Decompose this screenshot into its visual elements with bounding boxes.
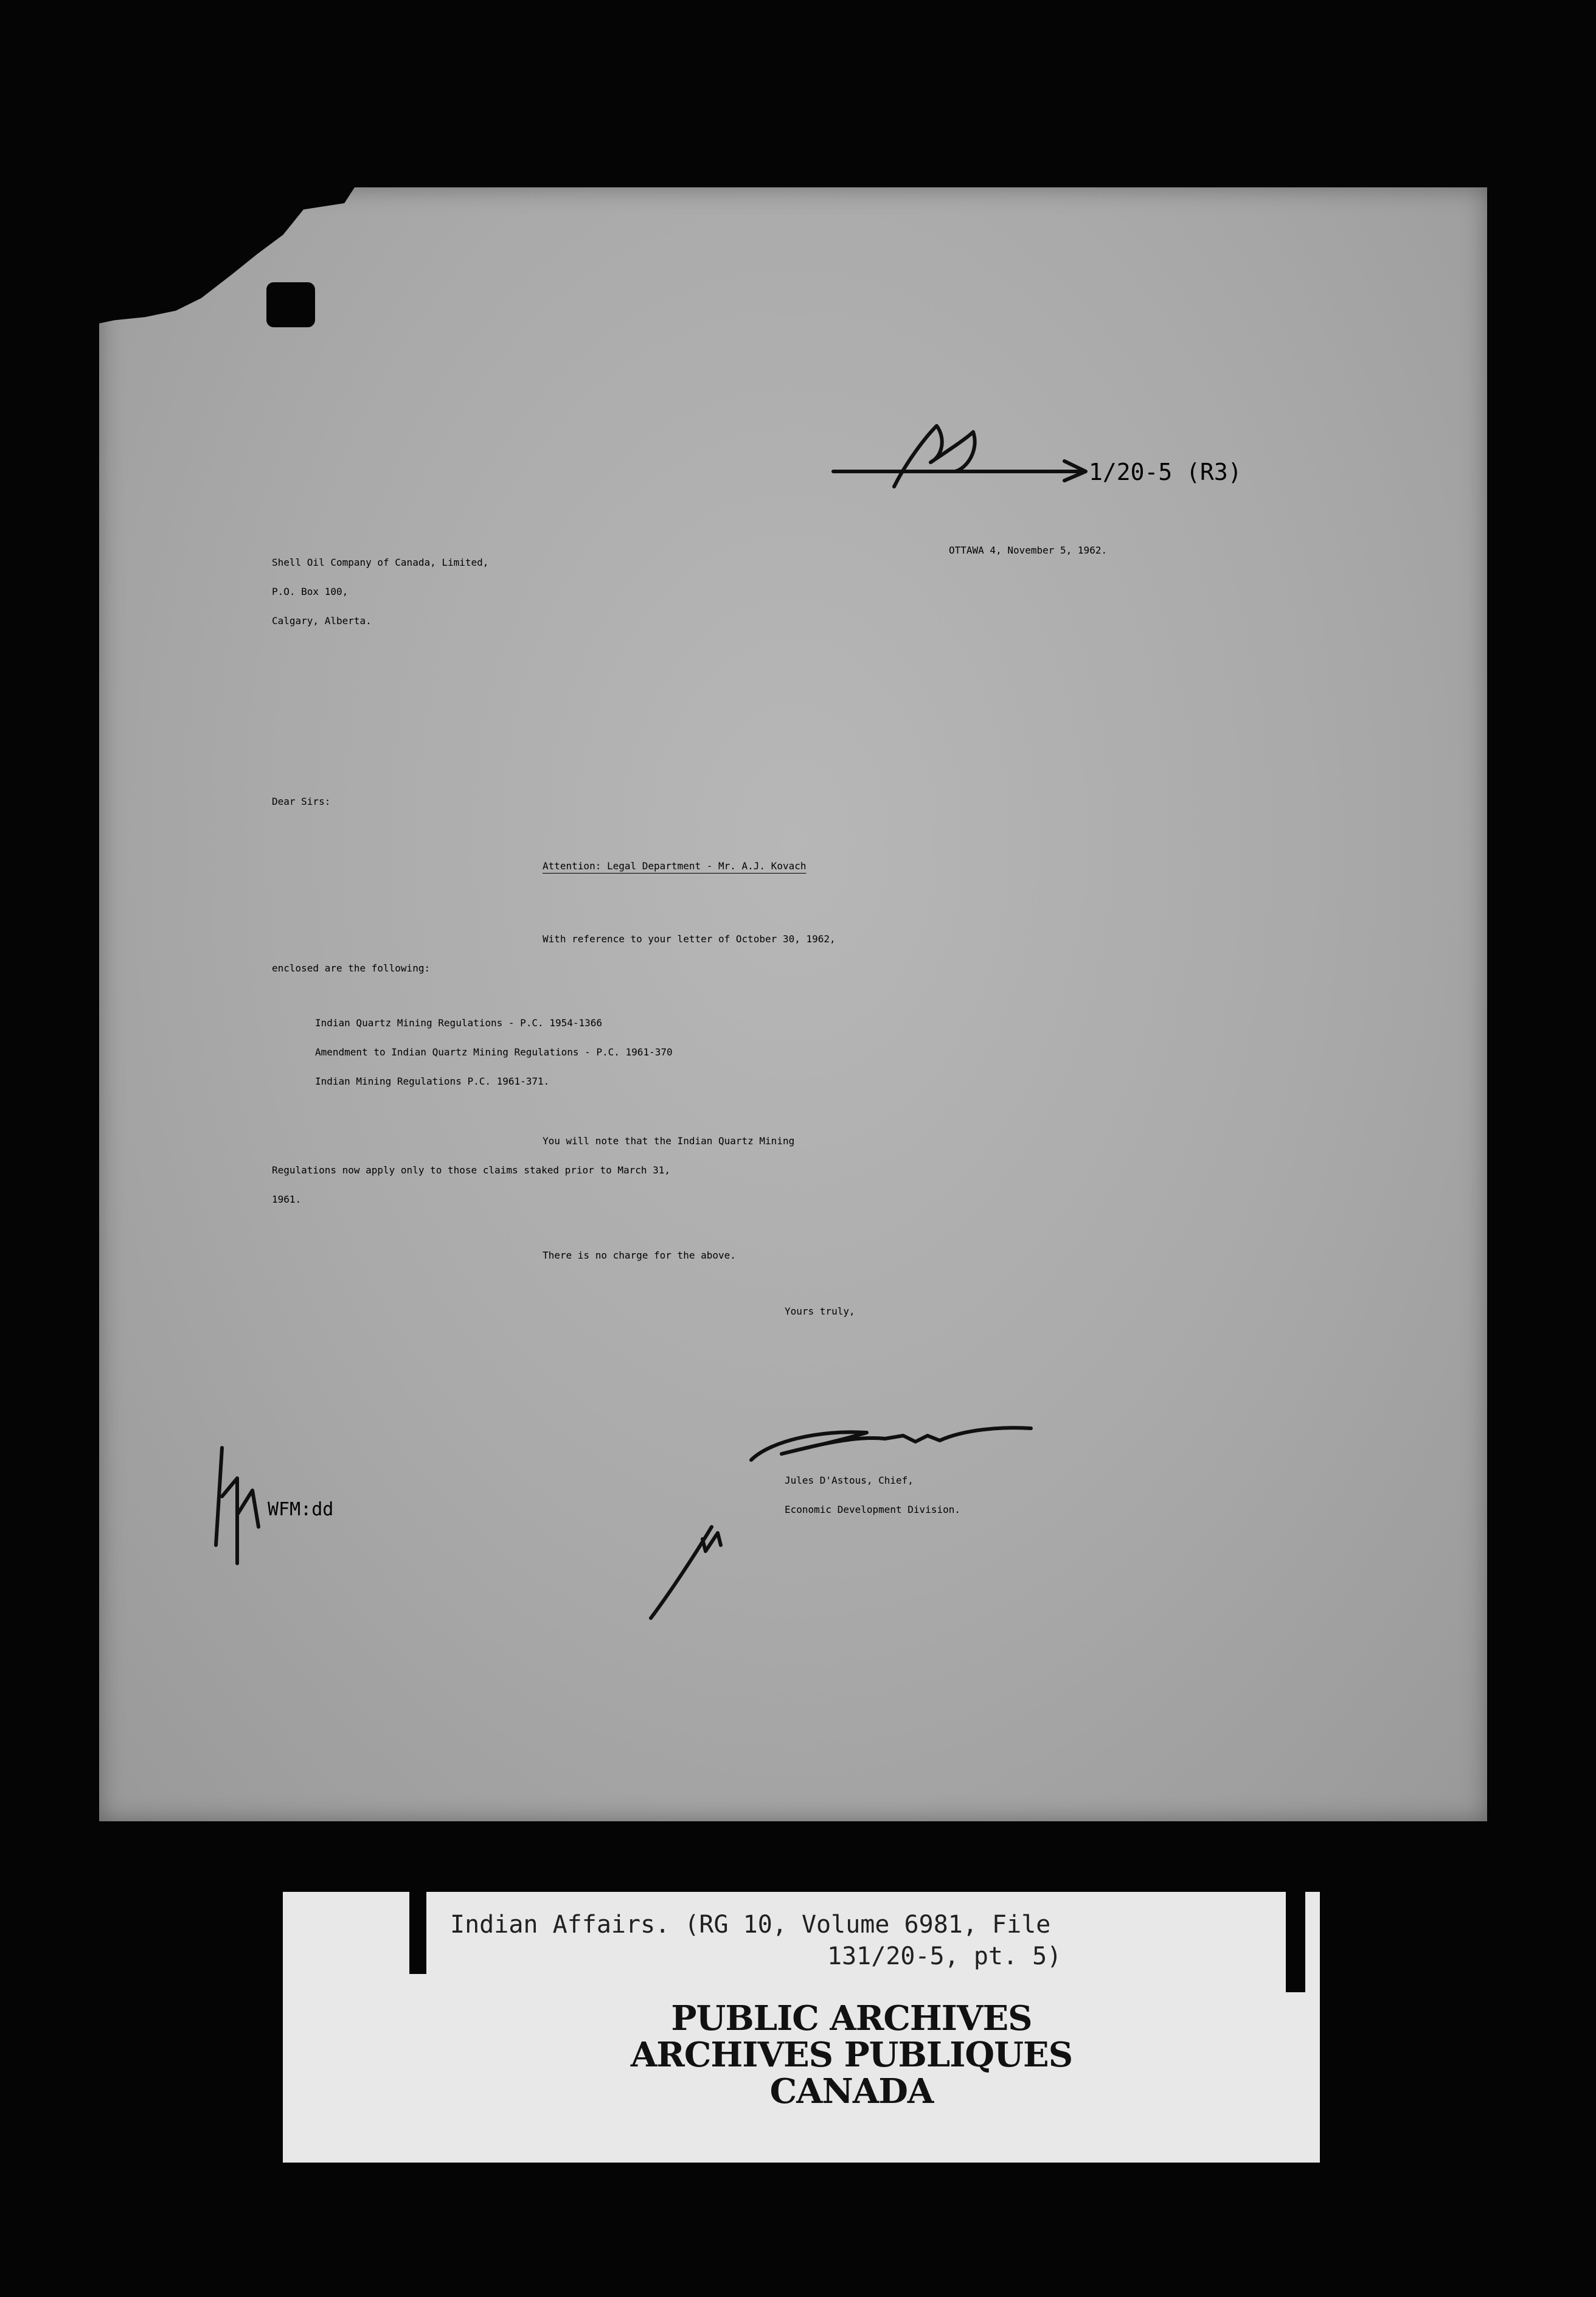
typist-initials: WFM:dd: [268, 1499, 334, 1520]
archive-reference: [450, 1909, 1061, 1972]
handwritten-check-mark: [645, 1509, 754, 1624]
stamp-line-2: ARCHIVES PUBLIQUES: [630, 2035, 1073, 2075]
paragraph-3: There is no charge for the above.: [543, 1249, 736, 1261]
recipient-line-3: Calgary, Alberta.: [272, 615, 372, 627]
archives-stamp: [608, 2000, 1095, 2110]
paragraph-1-line-2: enclosed are the following:: [272, 962, 431, 974]
signature: [745, 1411, 1037, 1472]
file-reference: 1/20-5 (R3): [1089, 459, 1242, 485]
punch-hole: [266, 282, 315, 327]
paragraph-2-line-1: You will note that the Indian Quartz Mining: [543, 1135, 795, 1147]
letter-page: [99, 187, 1487, 1821]
signer-name: Jules D'Astous, Chief,: [785, 1475, 914, 1486]
paragraph-2-line-2: Regulations now apply only to those claims staked prior to March 31,: [272, 1164, 671, 1176]
label-notch: [1286, 1892, 1305, 1992]
salutation: Dear Sirs:: [272, 796, 331, 807]
handwritten-initials-file-ref: [827, 414, 1095, 499]
recipient-line-2: P.O. Box 100,: [272, 586, 349, 597]
handwritten-initials: [210, 1442, 271, 1576]
enclosure-item: Indian Quartz Mining Regulations - P.C. 1954-1366: [315, 1017, 603, 1029]
complimentary-close: Yours truly,: [785, 1305, 855, 1317]
paragraph-2-line-3: 1961.: [272, 1194, 302, 1205]
recipient-line-1: Shell Oil Company of Canada, Limited,: [272, 557, 489, 568]
label-notch: [409, 1892, 426, 1974]
archive-reference-line-2: 131/20-5, pt. 5): [827, 1942, 1062, 1970]
signer-division: Economic Development Division.: [785, 1504, 960, 1515]
stamp-line-3: CANADA: [769, 2071, 934, 2111]
enclosure-item: Indian Mining Regulations P.C. 1961-371.: [315, 1076, 550, 1087]
attention-line: Attention: Legal Department - Mr. A.J. Kovach: [543, 860, 807, 872]
paragraph-1-line-1: With reference to your letter of October 30, 1962,: [543, 933, 836, 945]
dateline: OTTAWA 4, November 5, 1962.: [949, 544, 1108, 556]
stamp-line-1: PUBLIC ARCHIVES: [671, 1998, 1032, 2038]
enclosure-item: Amendment to Indian Quartz Mining Regulations - P.C. 1961-370: [315, 1046, 673, 1058]
archive-reference-line-1: Indian Affairs. (RG 10, Volume 6981, File: [450, 1911, 1051, 1939]
